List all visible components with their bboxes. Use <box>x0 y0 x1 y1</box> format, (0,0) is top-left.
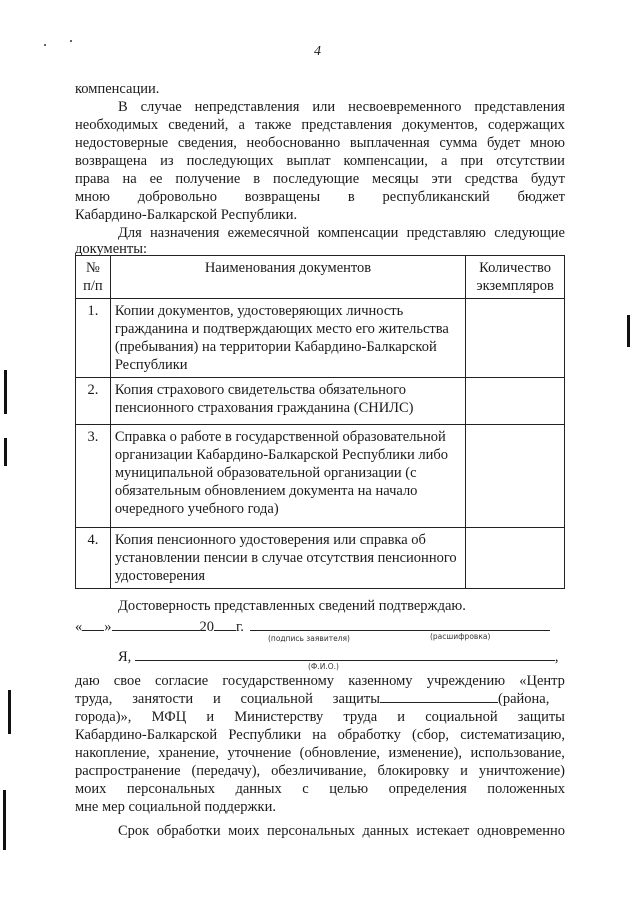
word: положенных <box>487 781 565 797</box>
text-line: мне мер социальной поддержки. <box>75 799 276 815</box>
date-quote-open: « <box>75 619 83 635</box>
word: труда, <box>75 691 113 707</box>
word: возвращены <box>244 189 321 205</box>
word: (сбор, <box>412 727 449 743</box>
word: случае <box>140 99 182 115</box>
word: мною <box>75 189 111 205</box>
word: целью <box>329 781 369 797</box>
scan-mark <box>4 438 7 466</box>
word: на <box>312 727 327 743</box>
row-document-name: Копии документов, удостоверяющих личность гражданина и подтверждающих место его жительства (пребывания) на территории Кабардино-Балкарской Республики <box>110 299 465 378</box>
text-line <box>118 224 565 242</box>
word: эти <box>431 171 452 187</box>
word: сведений, <box>168 117 229 133</box>
row-number: 4. <box>76 528 111 589</box>
word: представления <box>474 99 565 115</box>
row-document-name: Копия пенсионного удостоверения или справка об установлении пенсии в случае отсутствия пенсионного удостоверения <box>110 528 465 589</box>
header-name: Наименования документов <box>110 256 465 299</box>
word: персональных <box>267 823 356 839</box>
word: месяцы <box>372 171 419 187</box>
word: Республики <box>228 727 302 743</box>
table-row <box>76 378 565 425</box>
word: непредставления <box>194 99 300 115</box>
word: моих <box>228 823 260 839</box>
word: и <box>206 709 215 725</box>
confirmation-text: Достоверность представленных сведений подтверждаю. <box>118 598 466 614</box>
word: блокировку <box>377 763 450 779</box>
word: на <box>122 171 137 187</box>
table-header-row <box>76 256 565 299</box>
word: систематизацию, <box>460 727 565 743</box>
header-qty: Количество экземпляров <box>466 256 565 299</box>
word: выплат <box>286 153 331 169</box>
paragraph-compensation-end: компенсации. <box>75 81 160 97</box>
word: города)», <box>75 709 132 725</box>
word: представляю <box>406 225 487 241</box>
word: государственному <box>222 673 335 689</box>
scan-mark <box>4 370 7 414</box>
text-line <box>75 708 565 726</box>
word: моих <box>75 781 107 797</box>
word: накопление, <box>75 745 150 761</box>
word: Срок <box>118 823 150 839</box>
word: необоснованно <box>246 135 341 151</box>
word: уничтожение) <box>478 763 565 779</box>
word: последующие <box>273 171 360 187</box>
word: республиканский <box>382 189 490 205</box>
word: средства <box>464 171 518 187</box>
page-number: 4 <box>314 44 321 59</box>
word: компенсации, <box>343 153 428 169</box>
row-quantity-cell[interactable] <box>466 378 565 425</box>
signature-field[interactable] <box>250 630 550 631</box>
text-line <box>75 116 565 134</box>
word: а <box>238 117 245 133</box>
word: свое <box>113 673 141 689</box>
caption-signature: (подпись заявителя) <box>268 634 350 643</box>
word: казенному <box>348 673 413 689</box>
row-number: 2. <box>76 378 111 425</box>
text-line: документы: <box>75 241 148 257</box>
word: обезличивание, <box>271 763 367 779</box>
word: сведения, <box>177 135 237 151</box>
word: назначения <box>149 225 220 241</box>
word: уточнение <box>227 745 292 761</box>
word: будет <box>486 135 521 151</box>
word: также <box>255 117 292 133</box>
paragraph-processing-term <box>118 822 565 840</box>
word: Министерству <box>234 709 324 725</box>
text-line <box>75 170 565 188</box>
word: при <box>460 153 484 169</box>
scan-mark <box>627 315 630 347</box>
date-year-field[interactable] <box>214 630 236 631</box>
word: последующих <box>186 153 274 169</box>
word: социальной <box>240 691 313 707</box>
word: и <box>212 691 221 707</box>
word: несвоевременного <box>348 99 462 115</box>
name-line: Я, , <box>118 649 559 665</box>
date-year-suffix: г. <box>236 619 244 635</box>
scan-mark <box>8 690 11 734</box>
word: даю <box>75 673 100 689</box>
word: добровольно <box>137 189 217 205</box>
word: социальной <box>425 709 498 725</box>
word: определения <box>388 781 467 797</box>
text-line <box>75 188 565 206</box>
text-line <box>75 726 565 744</box>
word: следующие <box>494 225 565 241</box>
word: изменение), <box>388 745 463 761</box>
word: отсутствии <box>496 153 565 169</box>
word: сумма <box>439 135 478 151</box>
scan-dot <box>44 44 46 46</box>
district-label: (района, <box>498 691 550 707</box>
row-quantity-cell[interactable] <box>466 425 565 528</box>
word: одновременно <box>476 823 565 839</box>
date-quote-close: » <box>104 619 112 635</box>
date-day-field[interactable] <box>82 630 104 631</box>
row-number: 1. <box>76 299 111 378</box>
text-line <box>75 744 565 762</box>
consent-line2-words <box>75 690 380 708</box>
word: данных <box>362 823 409 839</box>
word: обработки <box>156 823 221 839</box>
header-num: № п/п <box>76 256 111 299</box>
word: использование, <box>470 745 565 761</box>
word: мною <box>529 135 565 151</box>
ya-label: Я, <box>118 649 132 665</box>
text-line <box>75 672 565 690</box>
word: документов, <box>402 117 478 133</box>
word: и <box>460 763 468 779</box>
word: (обновление, <box>299 745 381 761</box>
text-line <box>75 152 565 170</box>
table-row <box>76 528 565 589</box>
table-row <box>76 425 565 528</box>
word: возвращена <box>75 153 148 169</box>
scan-mark <box>3 790 6 850</box>
word: представления <box>301 117 392 133</box>
text-line <box>75 762 565 780</box>
text-line <box>75 780 565 798</box>
word: персональных <box>126 781 215 797</box>
word: труда <box>343 709 378 725</box>
word: права <box>75 171 110 187</box>
row-number: 3. <box>76 425 111 528</box>
row-quantity-cell[interactable] <box>466 528 565 589</box>
word: ее <box>149 171 163 187</box>
word: согласие <box>154 673 209 689</box>
word: или <box>312 99 336 115</box>
word: В <box>118 99 128 115</box>
row-quantity-cell[interactable] <box>466 299 565 378</box>
word: занятости <box>132 691 194 707</box>
text-line <box>118 98 565 116</box>
word: Для <box>118 225 142 241</box>
word: распространение <box>75 763 181 779</box>
word: в <box>347 189 355 205</box>
word: будут <box>530 171 565 187</box>
text-line <box>75 134 565 152</box>
word: а <box>440 153 448 169</box>
date-month-field[interactable] <box>112 630 200 631</box>
word: обработку <box>337 727 401 743</box>
text-line: Кабардино-Балкарской Республики. <box>75 207 298 223</box>
word: в <box>253 171 261 187</box>
word: истекает <box>416 823 470 839</box>
word: «Центр <box>519 673 565 689</box>
documents-table <box>75 255 565 589</box>
fio-field[interactable] <box>135 660 555 661</box>
word: недостоверные <box>75 135 169 151</box>
word: компенсации <box>317 225 399 241</box>
word: выплаченная <box>349 135 430 151</box>
caption-fio: (Ф.И.О.) <box>308 662 339 671</box>
word: защиты <box>332 691 380 707</box>
word: из <box>160 153 174 169</box>
word: бюджет <box>517 189 565 205</box>
scan-dot <box>70 40 72 42</box>
table-row <box>76 299 565 378</box>
text-line <box>75 690 565 708</box>
word: необходимых <box>75 117 159 133</box>
word: МФЦ <box>151 709 187 725</box>
word: и <box>397 709 406 725</box>
word: с <box>302 781 309 797</box>
word: хранение, <box>158 745 219 761</box>
word: содержащих <box>487 117 565 133</box>
word: защиты <box>517 709 565 725</box>
word: (передачу), <box>191 763 261 779</box>
word: Кабардино-Балкарской <box>75 727 218 743</box>
row-document-name: Справка о работе в государственной образовательной организации Кабардино-Балкарской Республики либо муниципальной образовательной организации (с обязательным обновлением документа на начало очередного учебного года) <box>110 425 465 528</box>
district-field[interactable] <box>380 702 498 703</box>
row-document-name: Копия страхового свидетельства обязательного пенсионного страхования гражданина (СНИЛС) <box>110 378 465 425</box>
word: данных <box>235 781 282 797</box>
word: учреждению <box>426 673 506 689</box>
word: получение <box>175 171 241 187</box>
caption-decode: (расшифровка) <box>430 632 491 641</box>
date-year-prefix: 20 <box>199 619 214 635</box>
word: ежемесячной <box>227 225 310 241</box>
